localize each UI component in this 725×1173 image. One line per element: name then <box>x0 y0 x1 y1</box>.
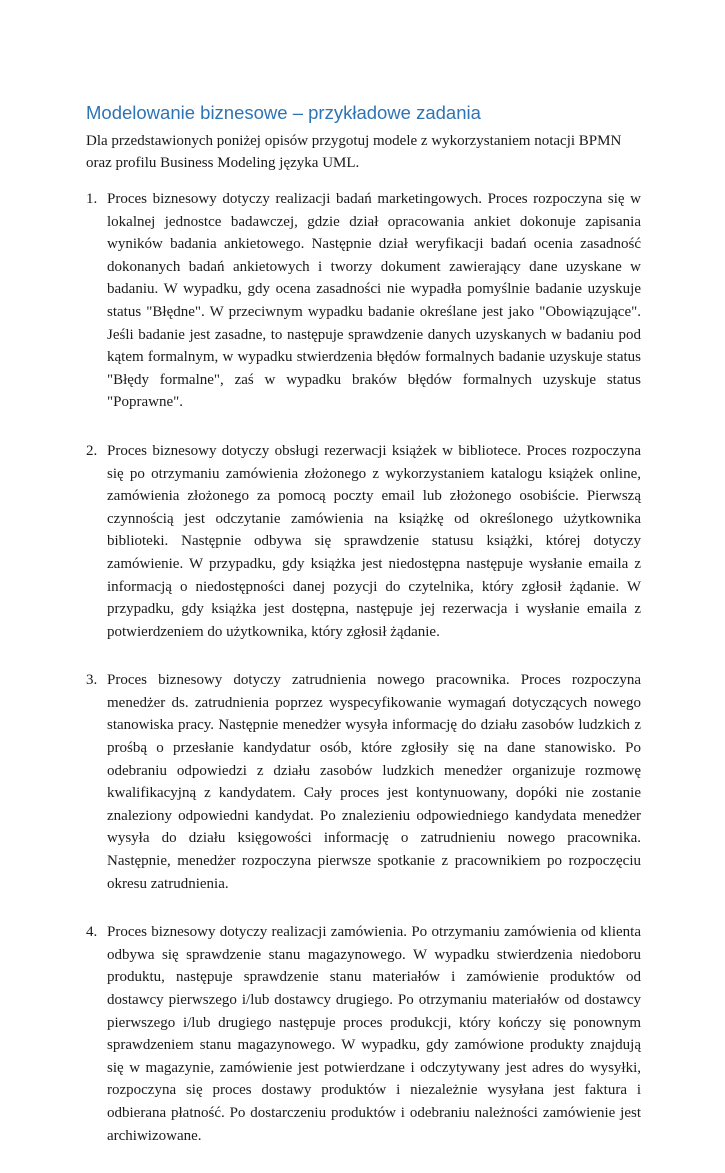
task-number: 4. <box>86 924 98 941</box>
task-text: Proces biznesowy dotyczy zatrudnienia nowego pracownika. Proces rozpoczyna menedżer ds. zatrudnienia poprzez wyspecyfikowanie wymagań dotyczących nowego stanowiska pracy. Następnie menedżer wysyła informację do działu zasobów ludzkich z prośbą o przesłanie kandydatur osób, które zgłosiły się na dane stanowisko. Po odebraniu odpowiedzi z działu zasobów ludzkich menedżer organizuje rozmowę kwalifikacyjną z kandydatem. Cały proces jest kontynuowany, dopóki nie zostanie znaleziony odpowiedni kandydat. Po znalezieniu odpowiedniego kandydata menedżer wysyła do działu księgowości informację o zatrudnieniu nowego pracownika. Następnie, menedżer rozpoczyna pierwsze spotkanie z pracownikiem po rozpoczęciu okresu zatrudnienia. <box>107 672 641 892</box>
task-item-3 <box>86 669 641 895</box>
task-number: 1. <box>86 191 98 207</box>
task-number: 3. <box>86 672 98 689</box>
task-item-2 <box>86 440 641 643</box>
task-item-4 <box>86 921 641 1147</box>
task-text: Proces biznesowy dotyczy obsługi rezerwacji książek w bibliotece. Proces rozpoczyna się po otrzymaniu zamówienia złożonego z wykorzystaniem katalogu książek online, zamówienia złożonego za pomocą poczty email lub złożonego osobiście. Pierwszą czynnością jest odczytanie zamówienia na książkę od określonego użytkownika biblioteki. Następnie odbywa się sprawdzenie statusu książki, której dotyczy zamówienie. W przypadku, gdy książka jest niedostępna następuje wysłanie emaila z informacją o niedostępności danej pozycji do czytelnika, który zgłosił żądanie. W przypadku, gdy książka jest dostępna, następuje jej rezerwacja i wysłanie emaila z potwierdzeniem do użytkownika, który zgłosił żądanie. <box>107 442 641 640</box>
document-page <box>86 100 641 1173</box>
task-item-1 <box>86 188 641 414</box>
task-text: Proces biznesowy dotyczy realizacji zamówienia. Po otrzymaniu zamówienia od klienta odbywa się sprawdzenie stanu magazynowego. W wypadku stwierdzenia niedoboru produktu, następuje sprawdzenie stanu materiałów i zamówienie produktów od dostawcy pierwszego i/lub dostawcy drugiego. Po otrzymaniu materiałów od dostawcy pierwszego i/lub drugiego następuje proces produkcji, który kończy się ponownym sprawdzeniem stanu magazynowego. W wypadku, gdy zamówione produkty znajdują się w magazynie, zamówienie jest potwierdzane i odczytywany jest adres do wysyłki, rozpoczyna się proces dostawy produktów i niezależnie wysyłana jest faktura i odbierana płatność. Po dostarczeniu produktów i odebraniu należności zamówienie jest archiwizowane. <box>107 924 641 1144</box>
intro-paragraph: Dla przedstawionych poniżej opisów przygotuj modele z wykorzystaniem notacji BPMN oraz profilu Business Modeling języka UML. <box>86 133 622 171</box>
task-number: 2. <box>86 442 98 459</box>
page-title: Modelowanie biznesowe – przykładowe zadania <box>86 102 481 123</box>
task-list <box>86 188 641 1147</box>
task-text: Proces biznesowy dotyczy realizacji badań marketingowych. Proces rozpoczyna się w lokalnej jednostce badawczej, gdzie dział opracowania ankiet dokonuje zapisania wyników badania ankietowego. Następnie dział weryfikacji badań ocenia zasadność dokonanych badań ankietowych i tworzy dokument zawierający dane uzyskane w badaniu. W wypadku, gdy ocena zasadności nie wypadła pomyślnie badanie uzyskuje status "Błędne". W przeciwnym wypadku badanie określane jest jako "Obowiązujące". Jeśli badanie jest zasadne, to następuje sprawdzenie danych uzyskanych w badaniu pod kątem formalnym, w wypadku stwierdzenia błędów formalnych badanie uzyskuje status "Błędy formalne", zaś w wypadku braków błędów formalnych uzyskuje status "Poprawne". <box>107 191 641 411</box>
